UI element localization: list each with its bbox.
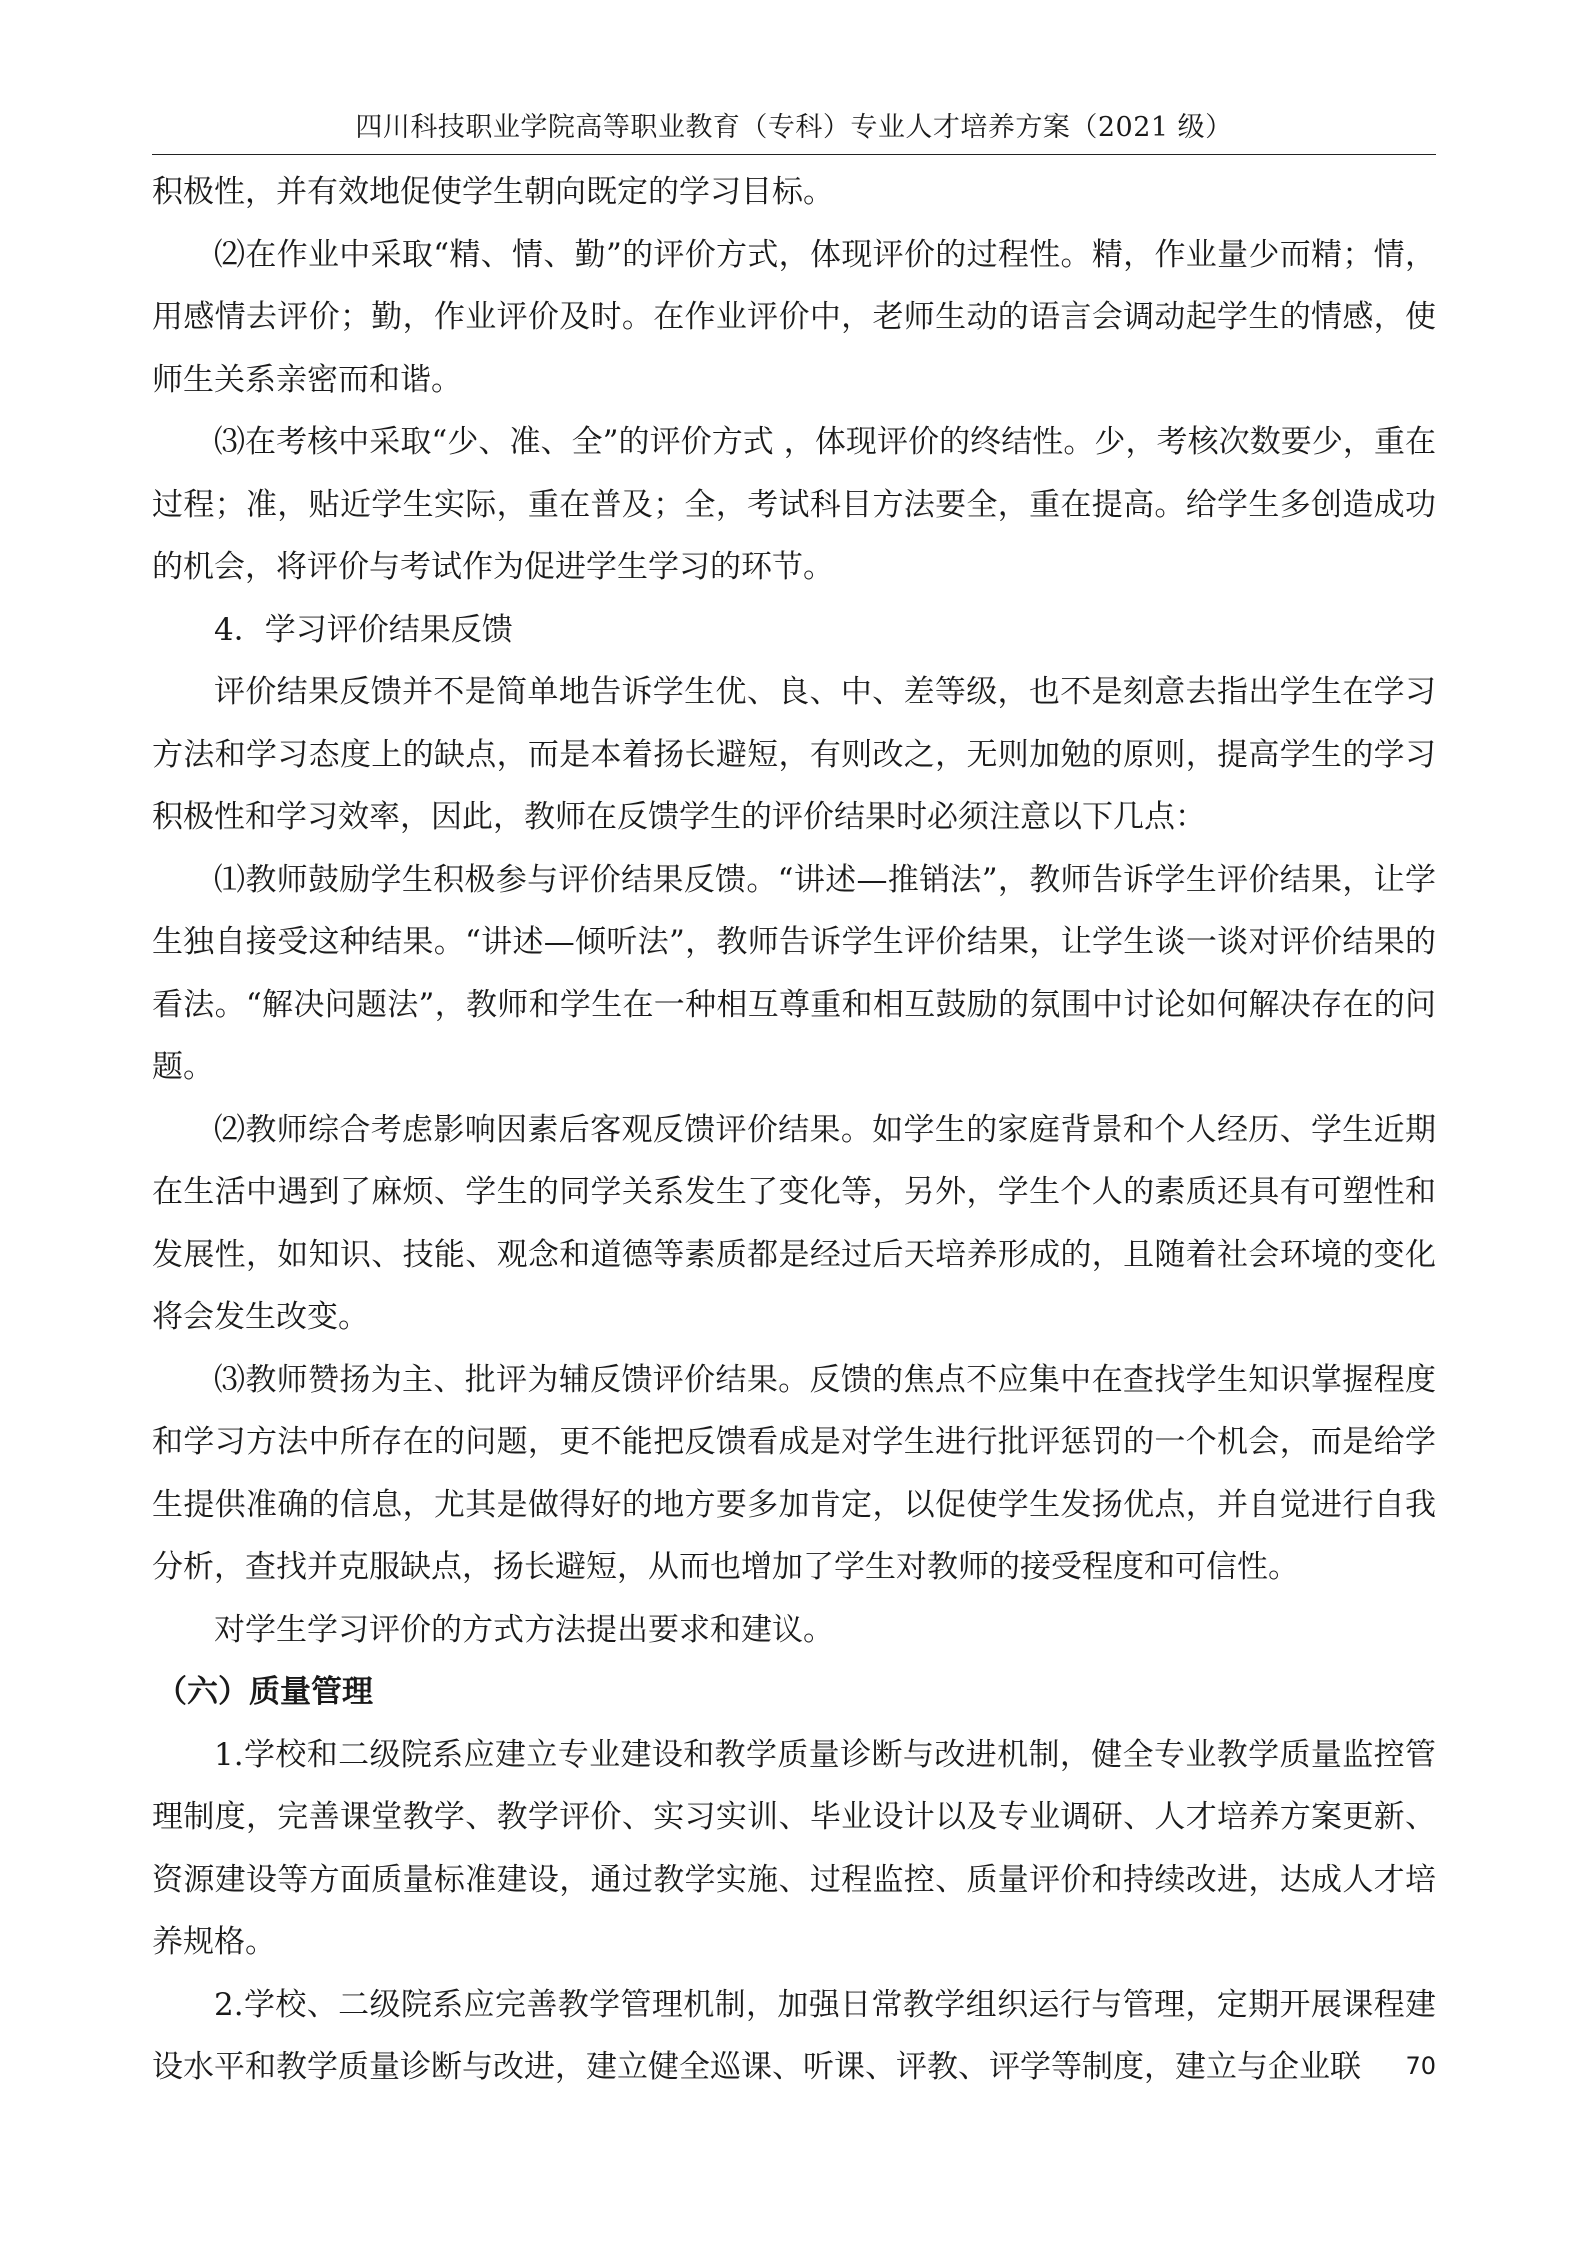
page-number: 70	[1405, 2052, 1436, 2080]
paragraph-quality-2: 2.学校、二级院系应完善教学管理机制，加强日常教学组织运行与管理，定期开展课程建设水平和教学质量诊断与改进，建立健全巡课、听课、评教、评学等制度，建立与企业联	[152, 1986, 1436, 2085]
header-rule	[152, 154, 1436, 155]
paragraph-quality-1: 1.学校和二级院系应建立专业建设和教学质量诊断与改进机制，健全专业教学质量监控管理制度，完善课堂教学、教学评价、实习实训、毕业设计以及专业调研、人才培养方案更新、资源建设等方面质量标准建设，通过教学实施、过程监控、质量评价和持续改进，达成人才培养规格。	[152, 1736, 1436, 1960]
paragraph-requirements: 对学生学习评价的方式方法提出要求和建议。	[214, 1611, 834, 1648]
paragraph-exam-evaluation: ⑶在考核中采取“少、准、全”的评价方式 ，体现评价的终结性。少，考核次数要少，重在过程；准，贴近学生实际，重在普及；全，考试科目方法要全，重在提高。给学生多创造成功的机会，将评价与考试作为促进学生学习的环节。	[152, 424, 1436, 585]
body-text	[152, 161, 1436, 2099]
paragraph-feedback-intro: 评价结果反馈并不是简单地告诉学生优、良、中、差等级，也不是刻意去指出学生在学习方法和学习态度上的缺点，而是本着扬长避短，有则改之，无则加勉的原则，提高学生的学习积极性和学习效率，因此，教师在反馈学生的评价结果时必须注意以下几点：	[152, 674, 1436, 835]
paragraph-continuation: 积极性，并有效地促使学生朝向既定的学习目标。	[152, 174, 834, 210]
paragraph-feedback-point-3: ⑶教师赞扬为主、批评为辅反馈评价结果。反馈的焦点不应集中在查找学生知识掌握程度和学习方法中所存在的问题，更不能把反馈看成是对学生进行批评惩罚的一个机会，而是给学生提供准确的信息，尤其是做得好的地方要多加肯定，以促使学生发扬优点，并自觉进行自我分析，查找并克服缺点，扬长避短，从而也增加了学生对教师的接受程度和可信性。	[152, 1361, 1436, 1585]
paragraph-homework-evaluation: ⑵在作业中采取“精、情、勤”的评价方式，体现评价的过程性。精，作业量少而精；情，用感情去评价；勤，作业评价及时。在作业评价中，老师生动的语言会调动起学生的情感，使师生关系亲密而和谐。	[152, 236, 1436, 398]
paragraph-feedback-point-1: ⑴教师鼓励学生积极参与评价结果反馈。“讲述—推销法”，教师告诉学生评价结果，让学生独自接受这种结果。“讲述—倾听法”，教师告诉学生评价结果，让学生谈一谈对评价结果的看法。“解决问题法”，教师和学生在一种相互尊重和相互鼓励的氛围中讨论如何解决存在的问题。	[152, 861, 1436, 1085]
paragraph-feedback-point-2: ⑵教师综合考虑影响因素后客观反馈评价结果。如学生的家庭背景和个人经历、学生近期在生活中遇到了麻烦、学生的同学关系发生了变化等，另外，学生个人的素质还具有可塑性和发展性，如知识、技能、观念和道德等素质都是经过后天培养形成的，且随着社会环境的变化将会发生改变。	[152, 1111, 1436, 1335]
running-header: 四川科技职业学院高等职业教育（专科）专业人才培养方案（2021 级）	[355, 112, 1233, 143]
subheading-feedback: 4．学习评价结果反馈	[214, 611, 513, 648]
section-heading-quality-management: （六）质量管理	[156, 1674, 373, 1710]
